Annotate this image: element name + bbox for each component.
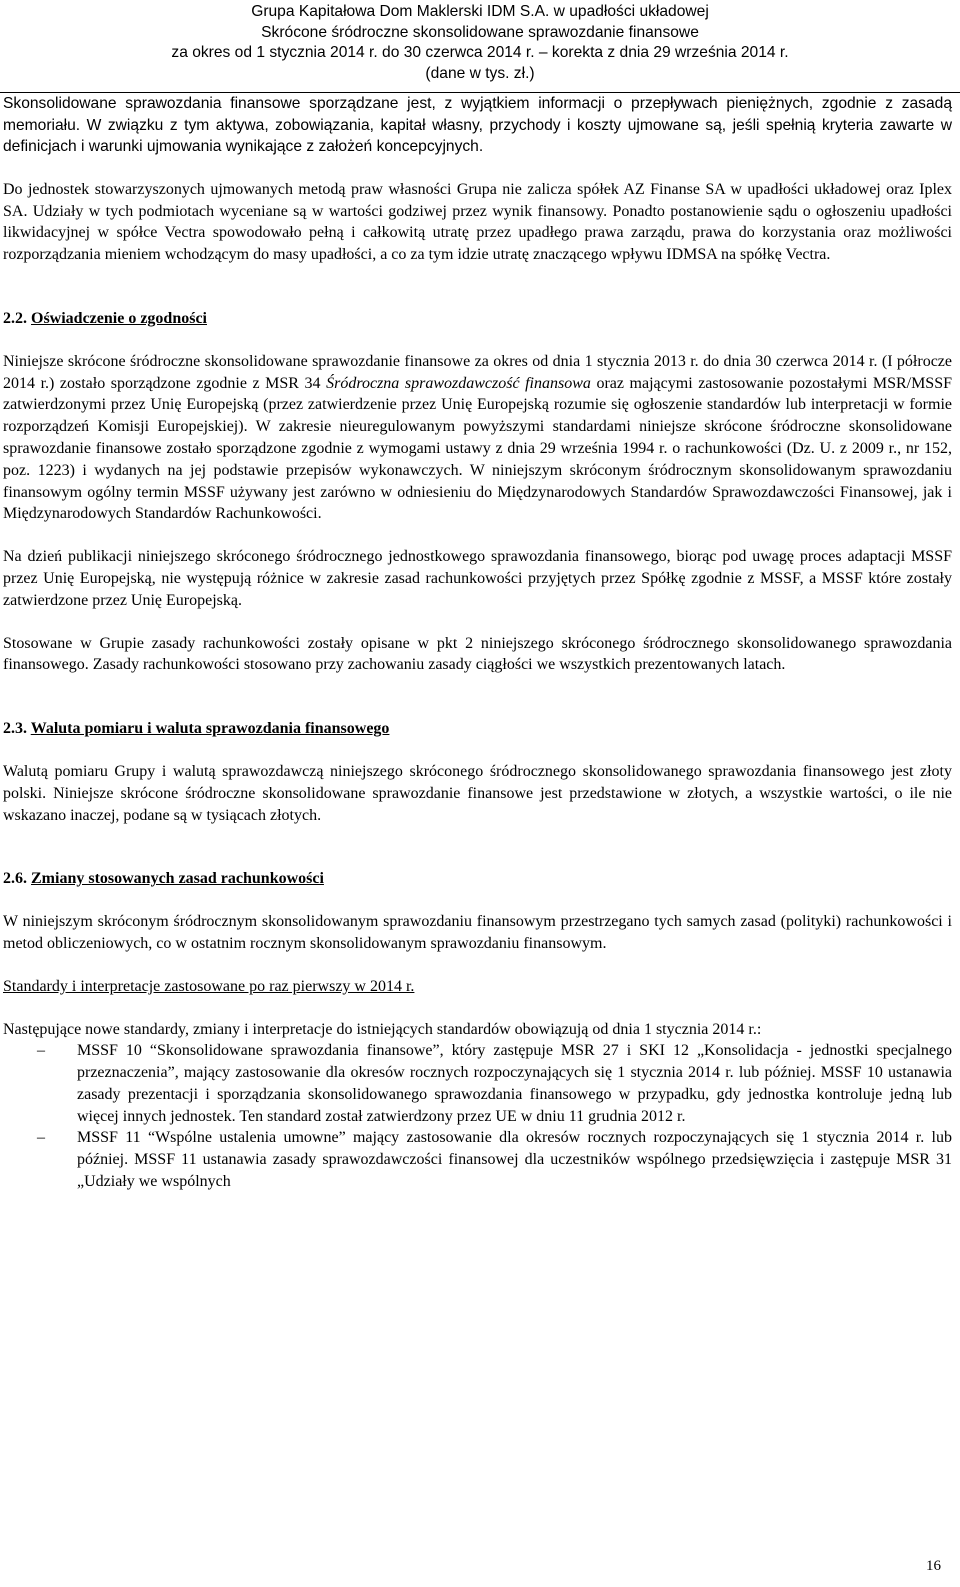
section-title: Oświadczenie o zgodności [31, 309, 207, 327]
bullet-dash: – [37, 1129, 45, 1147]
section-number: 2.3. [3, 720, 27, 738]
intro-paragraph-2: Do jednostek stowarzyszonych ujmowanych metodą praw własności Grupa nie zalicza spółek AZ Finanse SA w upadłości układowej oraz Iplex SA. Udziały w tych podmiotach wyceniane są w wartości godziwej przez wynik finansowy. Ponadto postanowienie sądu o ogłoszeniu upadłości likwidacyjnej w spółce Vectra spowodowało pełną i całkowitą utratę przez upadłego prawa zarządu, prawa do korzystania oraz możliwości rozporządzania mieniem wchodzącym do masy upadłości, a co za tym idzie utratę znaczącego wpływu IDMSA na spółkę Vectra. [3, 180, 952, 264]
header-report-period: za okres od 1 stycznia 2014 r. do 30 czerwca 2014 r. – korekta z dnia 29 września 2014 r. [171, 44, 789, 62]
section-heading-2-2 [3, 308, 952, 330]
compliance-text-b: oraz mającymi zastosowanie pozostałymi MSR/MSSF zatwierdzonymi przez Unię Europejską (przez zatwierdzenie przez Unię Europejską rozumie się ogłoszenie standardów lub interpretacji w formie rozporządzeń Komisji Europejskiej). W zakresie nieuregulowanym powyższymi standardami niniejsze skrócone śródroczne skonsolidowane sprawozdanie finansowe zostało sporządzone zgodnie z wymogami ustawy z dnia 29 września 1994 r. o rachunkowości (Dz. U. z 2009 r., nr 152, poz. 1223) i wydanych na jej podstawie przepisów wykonawczych. W niniejszym skróconym śródrocznym skonsolidowanym sprawozdaniu finansowym ogólny termin MSSF używany jest zarówno w odniesieniu do Międzynarodowych Standardów Sprawozdawczości Finansowej, jak i Międzynarodowych Standardów Rachunkowości. [3, 374, 952, 523]
section-number: 2.6. [3, 870, 27, 888]
page-number: 16 [926, 1558, 941, 1574]
list-item-text: MSSF 11 “Wspólne ustalenia umowne” mający zastosowanie dla okresów rocznych rozpoczynających się 1 stycznia 2014 r. lub później. MSSF 11 ustanawia zasady sprawozdawczości finansowej dla uczestników wspólnego przedsięwzięcia i zastępuje MSR 31 „Udziały we wspólnych [77, 1129, 952, 1191]
compliance-paragraph-3: Stosowane w Grupie zasady rachunkowości zostały opisane w pkt 2 niniejszego skróconego śródrocznego skonsolidowanego sprawozdania finansowego. Zasady rachunkowości stosowano przy zachowaniu zasady ciągłości we wszystkich prezentowanych latach. [3, 634, 952, 674]
section-heading-2-3 [3, 718, 952, 740]
header-report-title: Skrócone śródroczne skonsolidowane sprawozdanie finansowe [261, 23, 699, 41]
list-item-text: MSSF 10 “Skonsolidowane sprawozdania finansowe”, który zastępuje MSR 27 i SKI 12 „Konsolidacja - jednostki specjalnego przeznaczenia”, mający zastosowanie dla okresów rocznych rozpoczynających się 1 stycznia 2014 r. lub później. MSSF 10 ustanawia zasady prezentacji i sporządzania skonsolidowanego sprawozdania finansowego w przypadku, gdy jednostka kontroluje jedną lub więcej innych jednostek. Ten standard został zatwierdzony przez UE w dniu 11 grudnia 2012 r. [77, 1042, 952, 1125]
compliance-italic-title: Śródroczna sprawozdawczość finansowa [326, 374, 591, 392]
policy-changes-paragraph: W niniejszym skróconym śródrocznym skonsolidowanym sprawozdaniu finansowym przestrzegano tych samych zasad (polityki) rachunkowości i metod obliczeniowych, co w ostatnim rocznym skonsolidowanym sprawozdaniu finansowym. [3, 913, 952, 952]
intro-paragraph-1: Skonsolidowane sprawozdania finansowe sporządzane jest, z wyjątkiem informacji o przepływach pieniężnych, zgodnie z zasadą memoriału. W związku z tym aktywa, zobowiązania, kapitał własny, przychody i koszty ujmowane są, jeśli spełnią kryteria zawarte w definicjach i warunki ujmowania wynikające z założeń koncepcyjnych. [3, 95, 952, 156]
compliance-paragraph-2: Na dzień publikacji niniejszego skróconego śródrocznego jednostkowego sprawozdania finansowego, biorąc pod uwagę proces adaptacji MSSF przez Unię Europejską, nie występują różnice w zakresie zasad rachunkowości przyjętych przez Spółkę zgodnie z MSSF, a MSSF które zostały zatwierdzone przez Unię Europejską. [3, 548, 952, 609]
compliance-paragraph-1 [3, 351, 952, 525]
list-item [3, 1040, 952, 1127]
new-standards-intro: Następujące nowe standardy, zmiany i interpretacje do istniejących standardów obowiązują od dnia 1 stycznia 2014 r.: [3, 1020, 762, 1038]
compliance-text-a: Niniejsze skrócone śródroczne skonsolidowane sprawozdanie finansowe za okres od dnia 1 stycznia 2013 r. do dnia 30 czerwca 2014 r. (I półrocze 2014 r.) zostało sporządzone zgodnie z MSR 34 [3, 352, 952, 392]
document-body [3, 93, 952, 1193]
page-header [0, 2, 960, 84]
header-company-name: Grupa Kapitałowa Dom Maklerski IDM S.A. w upadłości układowej [251, 3, 709, 20]
standards-list [3, 1040, 952, 1193]
list-item [3, 1127, 952, 1192]
section-heading-2-6 [3, 868, 952, 890]
bullet-dash: – [37, 1042, 45, 1060]
new-standards-subheading: Standardy i interpretacje zastosowane po raz pierwszy w 2014 r. [3, 977, 415, 995]
section-title: Zmiany stosowanych zasad rachunkowości [31, 870, 324, 888]
section-number: 2.2. [3, 309, 27, 327]
header-units: (dane w tys. zł.) [425, 64, 535, 82]
section-title: Waluta pomiaru i waluta sprawozdania finansowego [30, 720, 390, 738]
currency-paragraph: Walutą pomiaru Grupy i walutą sprawozdawczą niniejszego skróconego śródrocznego skonsolidowanego sprawozdania finansowego jest złoty polski. Niniejsze skrócone śródroczne skonsolidowane sprawozdanie finansowe jest przedstawione w złotych, a wszystkie wartości, o ile nie wskazano inaczej, podane są w tysiącach złotych. [3, 762, 952, 824]
